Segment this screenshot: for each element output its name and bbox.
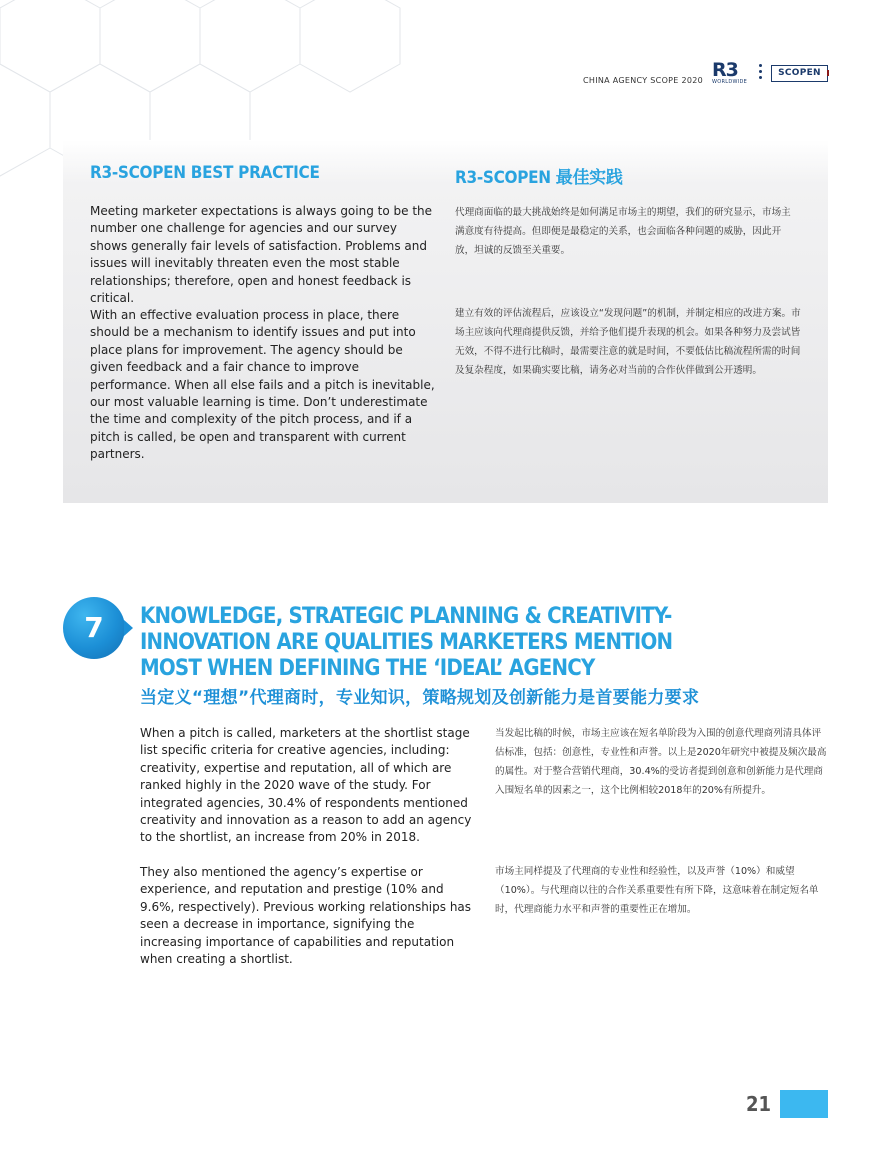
section-en-paragraph-2: They also mentioned the agency’s expertise or experience, and reputation and prestige (10% and 9.6%, respectively). Previous working relationships has seen a decrease in importance, signifying the increasing importance of capabilities and reputation when creating a shortlist. — [140, 865, 472, 967]
section-en-paragraph-1: When a pitch is called, marketers at the shortlist stage list specific criteria for creative agencies, including: creativity, expertise and reputation, all of which are ranked highly in the 2020 wave of the study. For integrated agencies, 30.4% of respondents mentioned creativity and innovation as a reason to add an agency to the shortlist, an increase from 20% in 2018. — [140, 726, 472, 845]
publication-title: CHINA AGENCY SCOPE 2020 — [583, 76, 704, 85]
section-title-cn: 当定义“理想”代理商时，专业知识，策略规划及创新能力是首要能力要求 — [140, 688, 700, 708]
section-number-badge: 7 — [63, 597, 125, 659]
section-title-en: KNOWLEDGE, STRATEGIC PLANNING & CREATIVITY-INNOVATION ARE QUALITIES MARKETERS MENTION MOST WHEN DEFINING THE ‘IDEAL’ AGENCY — [140, 604, 673, 681]
best-practice-en-paragraph-2: With an effective evaluation process in place, there should be a mechanism to identify issues and put into place plans for improvement. The agency should be given feedback and a fair chance to improve performance. When all else fails and a pitch is inevitable, our most valuable learning is time. Don’t underestimate the time and complexity of the pitch process, and if a pitch is called, be open and transparent with current partners. — [90, 308, 435, 462]
section-cn-paragraph-1: 当发起比稿的时候，市场主应该在短名单阶段为入围的创意代理商列清具体评估标准，包括：创意性，专业性和声誉。以上是2020年研究中被提及频次最高的属性。对于整合营销代理商，30.4%的受访者提到创意和创新能力是代理商入围短名单的因素之一，这个比例相较2018年的20%有所提升。 — [495, 728, 827, 796]
best-practice-title-cn: R3-SCOPEN 最佳实践 — [455, 168, 623, 188]
best-practice-cn-paragraph-1: 代理商面临的最大挑战始终是如何满足市场主的期望，我们的研究显示，市场主满意度有待提高。但即便是最稳定的关系，也会面临各种问题的威胁，因此开放，坦诚的反馈至关重要。 — [455, 207, 791, 256]
r3-logo-subtitle: WORLDWIDE — [712, 79, 748, 85]
section-cn-paragraph-2: 市场主同样提及了代理商的专业性和经验性，以及声誉（10%）和威望（10%）。与代理商以往的合作关系重要性有所下降，这意味着在制定短名单时，代理商能力水平和声誉的重要性正在增加。 — [495, 866, 819, 915]
best-practice-cn-paragraph-2: 建立有效的评估流程后，应该设立“发现问题”的机制，并制定相应的改进方案。市场主应该向代理商提供反馈，并给予他们提升表现的机会。如果各种努力及尝试皆无效，不得不进行比稿时，最需要注意的就是时间，不要低估比稿流程所需的时间及复杂程度，如果确实要比稿，请务必对当前的合作伙伴做到公开透明。 — [455, 308, 801, 376]
scopen-logo: SCOPEN — [771, 65, 828, 82]
r3-logo — [712, 59, 752, 85]
logo-separator-dots — [759, 64, 763, 82]
page-number-tab — [780, 1090, 828, 1118]
page-number: 21 — [746, 1092, 772, 1116]
best-practice-en-paragraph-1: Meeting marketer expectations is always going to be the number one challenge for agencies and our survey shows generally fair levels of satisfaction. Problems and issues will inevitably threaten even the most stable relationships; therefore, open and honest feedback is critical. — [90, 204, 433, 306]
r3-logo-mark: R3 — [712, 59, 738, 81]
best-practice-title-en: R3-SCOPEN BEST PRACTICE — [90, 163, 320, 183]
